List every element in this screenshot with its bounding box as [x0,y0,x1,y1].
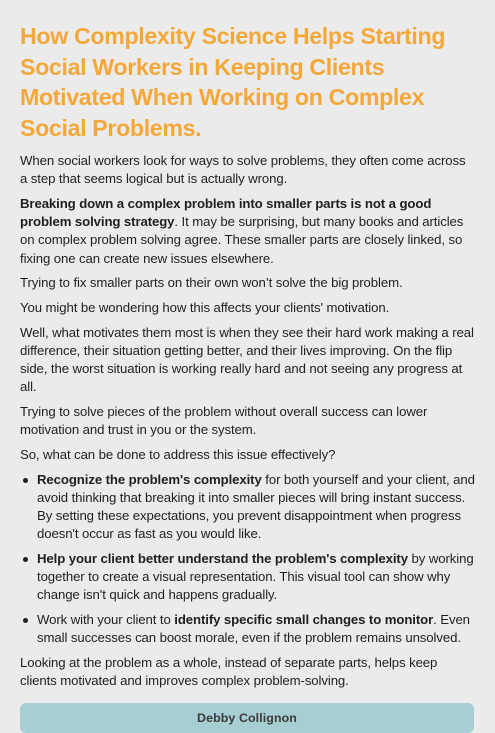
list-item [20,471,475,544]
list-item-bold: identify specific small changes to monitor [174,611,434,627]
breakdown-bold-text: Breaking down a complex problem into smaller parts is not a good problem solving strategy [20,195,432,230]
list-item-post: . Even small successes can boost morale, even if the problem remains unsolved. [37,611,470,646]
breakdown-paragraph [20,195,475,268]
fix-parts-paragraph: Trying to fix smaller parts on their own won’t solve the big problem. [20,275,403,291]
bullet-icon [23,618,28,623]
list-item-bold: Recognize the problem's complexity [37,471,262,487]
bullet-icon [23,557,28,562]
list-item [20,550,475,605]
trying-paragraph: Trying to solve pieces of the problem without overall success can lower motivation and trust in you or the system. [20,403,428,438]
breakdown-rest-text: . It may be surprising, but many books and articles on complex problem solving agree. These smaller parts are closely linked, so fixing one can create new issues elsewhere. [20,214,464,266]
article-title: How Complexity Science Helps Starting Social Workers in Keeping Clients Motivated When Working on Complex Social Problems. [20,23,446,141]
strategy-list [20,471,475,648]
author-name: Debby Collignon [197,711,297,726]
motivates-paragraph: Well, what motivates them most is when they see their hard work making a real difference, their situation getting better, and their lives improving. On the flip side, the worst situation is working really hard and not seeing any progress at all. [20,324,474,395]
list-item [20,611,475,647]
conclusion-paragraph: Looking at the problem as a whole, instead of separate parts, helps keep clients motivated and improves complex problem-solving. [20,654,438,689]
wondering-paragraph: You might be wondering how this affects your clients' motivation. [20,299,390,315]
list-item-post: by working together to create a visual representation. This visual tool can show why change isn't quick and happens gradually. [37,550,474,603]
bullet-icon [23,478,28,483]
intro-paragraph: When social workers look for ways to solve problems, they often come across a step that seems logical but is actually wrong. [20,153,466,187]
list-item-bold: Help your client better understand the problem's complexity [37,550,408,566]
author-bar [20,703,474,733]
list-item-post: for both yourself and your client, and avoid thinking that breaking it into smaller pieces will bring instant success. By setting these expectations, you prevent disappointment when progress doesn't occur as fast as you would like. [37,471,475,542]
list-item-pre: Work with your client to [37,611,175,627]
question-paragraph: So, what can be done to address this issue effectively? [20,446,336,462]
